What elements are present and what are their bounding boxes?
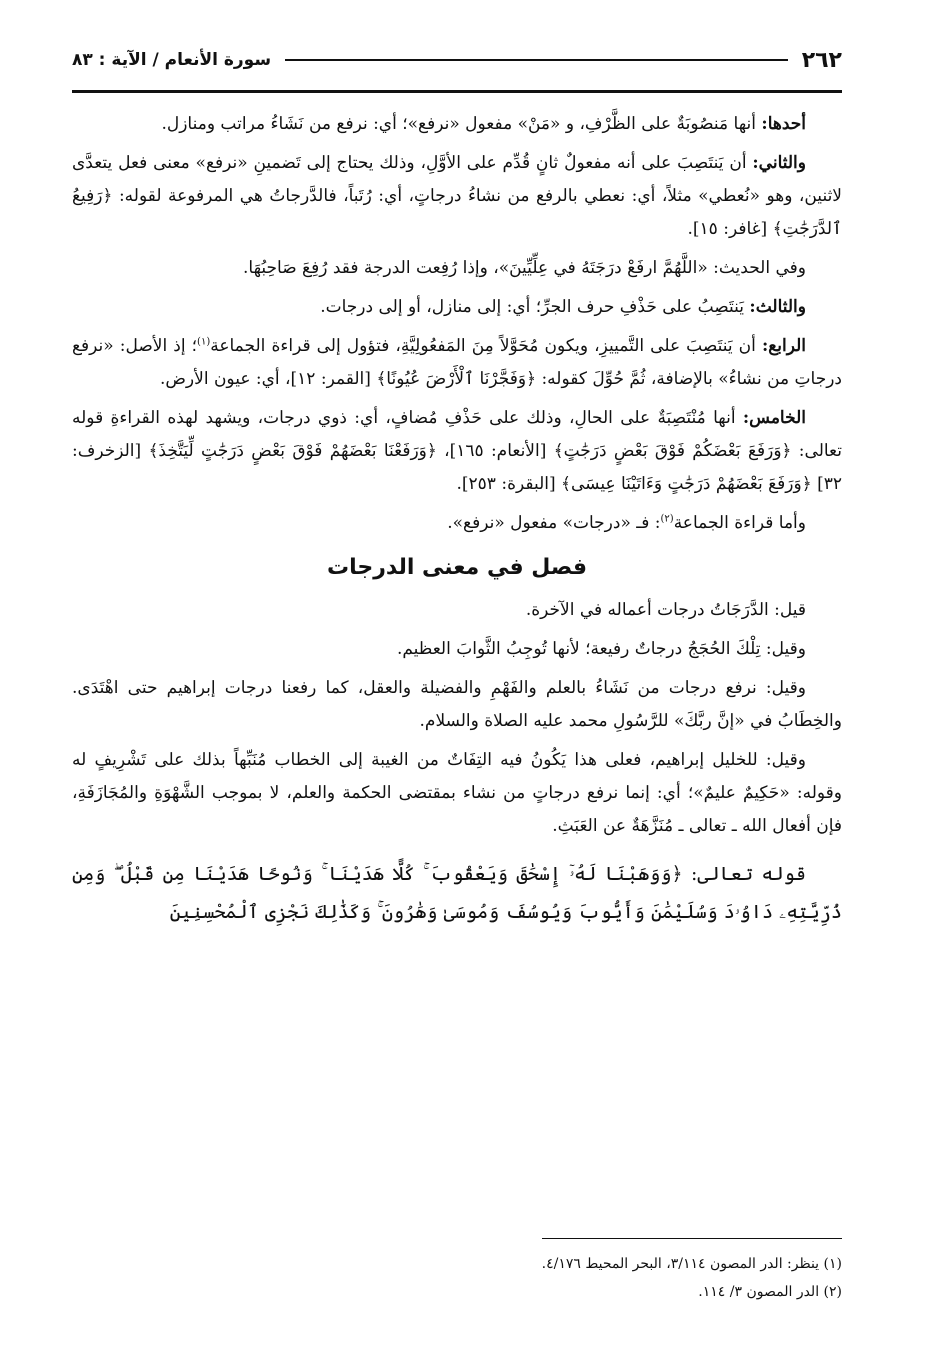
paragraph-fourth-opinion	[72, 330, 842, 396]
header-rule	[285, 59, 788, 61]
paragraph-text: أن يَنتَصِبَ على أنه مفعولٌ ثانٍ قُدِّم على الأوَّلِ، وذلك يحتاج إلى تَضمينِ «نرفع» معنى فعل يتعدَّى لاثنين، وهو «نُعطي» مثلاً، أي: نعطي بالرفع من نشاءُ درجاتٍ، أي: رُتَباً، فالدَّرجاتُ هي المرفوعة لقوله:	[72, 153, 842, 206]
quran-quote: ﴿وَوَهَبْنَا لَهُۥٓ إِسْحَٰقَ وَيَعْقُوبَ ۚ كُلًّا هَدَيْنَا ۚ وَنُوحًا هَدَيْنَا مِن قَبْلُ ۖ وَمِن ذُرِّيَّتِهِۦ دَاوُۥدَ وَسُلَيْمَٰنَ وَأَيُّوبَ وَيُوسُفَ وَمُوسَىٰ وَهَٰرُونَ ۚ وَكَذَٰلِكَ نَجْزِى ٱلْمُحْسِنِينَ	[72, 863, 842, 923]
paragraph-keyword: والثاني:	[752, 153, 806, 173]
footnote-marker[interactable]: (١)	[197, 336, 211, 348]
footnotes	[72, 1250, 842, 1306]
paragraph-second-opinion	[72, 147, 842, 246]
paragraph-keyword: أحدها:	[761, 114, 806, 134]
section-heading: فصل في معنى الدرجات	[326, 555, 588, 580]
footnote-marker[interactable]: (٢)	[660, 513, 674, 525]
paragraph-text: [القمر: ١٢]، أي: عيون الأرض.	[159, 369, 377, 389]
paragraph-fifth-opinion	[72, 402, 842, 501]
quran-quote: ﴿وَرَفَعَ بَعْضَكُمْ فَوْقَ بَعْضٍ دَرَجَٰتٍ﴾	[553, 441, 792, 461]
paragraph-hadith	[72, 252, 842, 285]
header-divider	[72, 90, 842, 93]
page-body	[72, 108, 842, 937]
quran-quote: ﴿رَفِيعُ ٱلدَّرَجَٰتِ﴾	[72, 186, 842, 239]
running-title: سورة الأنعام / الآية : ٨٣	[72, 50, 272, 70]
paragraph-text: قيل: الدَّرَجَاتُ درجات أعماله في الآخرة.	[525, 600, 806, 620]
paragraph-text: وقيل: للخليل إبراهيم، فعلى هذا يَكُونُ فيه التِفَاتٌ من الغيبة إلى الخطاب مُنَبِّهاً بذلك على تَشْرِيفٍ له وقوله: «حَكِيمٌ عليمٌ»؛ أي: إنما نرفع درجاتٍ من نشاء بمقتضى الحكمة والعلم، لا بموجب الشَّهْوَةِ والمُجَازَفَةِ، فإن أفعال الله ـ تعالى ـ مُنَزَّهَةٌ عن العَبَثِ.	[72, 750, 842, 836]
paragraph-text: وقيل: تِلْكَ الحُجَجُ درجاتٌ رفيعة؛ لأنها تُوجِبُ الثَّوابَ العظيم.	[396, 639, 806, 659]
footnote-1: (١) ينظر: الدر المصون ٣/١١٤، البحر المحيط ٤/١٧٦.	[541, 1256, 842, 1272]
paragraph-meaning-two	[72, 633, 842, 666]
paragraph-text: قوله تعالى:	[682, 863, 806, 885]
paragraph-text: وأما قراءة الجماعة	[673, 513, 806, 533]
page-number: ٢٦٢	[801, 47, 842, 73]
paragraph-text: [الزخرف: ٣٢]	[72, 441, 842, 494]
paragraph-keyword: الرابع:	[761, 336, 806, 356]
quran-quote: ﴿وَفَجَّرْنَا ٱلْأَرْضَ عُيُونًا﴾	[376, 369, 537, 389]
paragraph-meaning-one	[72, 594, 842, 627]
paragraph-keyword: الخامس:	[742, 408, 806, 428]
paragraph-text: يَنتَصِبُ على حَذْفِ حرف الجرِّ؛ أي: إلى منازل، أو إلى درجات.	[320, 297, 750, 317]
paragraph-text: : فـ «درجات» مفعول «نرفع».	[447, 513, 661, 533]
paragraph-text: [غافر: ١٥].	[687, 219, 773, 239]
footnote-divider	[542, 1238, 842, 1239]
paragraph-meaning-four	[72, 744, 842, 843]
quran-quote: ﴿وَرَفَعَ بَعْضَهُمْ دَرَجَٰتٍ وَءَاتَيْنَا عِيسَى﴾	[561, 474, 812, 494]
footnote-2: (٢) الدر المصون ٣/ ١١٤.	[698, 1284, 842, 1300]
paragraph-text: [البقرة: ٢٥٣].	[456, 474, 562, 494]
paragraph-verse	[72, 855, 842, 931]
paragraph-text: [الأنعام: ١٦٥]،	[436, 441, 554, 461]
paragraph-meaning-three	[72, 672, 842, 738]
paragraph-first-opinion	[72, 108, 842, 141]
paragraph-text: أن يَنتَصِبَ على التَّمييزِ، ويكون مُحَوَّلاً مِنَ المَفعُولِيَّةِ، فتؤول إلى قراءة الجماعة	[210, 336, 762, 356]
paragraph-majority-reading	[72, 507, 842, 540]
paragraph-text: وقيل: نرفع درجات من نَشَاءُ بالعلم والفَهْمِ والفضيلة والعقل، كما رفعنا درجات إبراهيم حتى اهْتَدَى. والخِطَابُ في «إنَّ ربَّكَ» للرَّسُولِ محمد عليه الصلاة والسلام.	[72, 678, 842, 731]
paragraph-text: ؛ إذ الأصل: «نرفع درجاتِ من نشاءُ» بالإضافة، ثُمَّ حُوِّلَ كقوله:	[72, 336, 842, 389]
page-header	[72, 40, 842, 80]
paragraph-text: وفي الحديث: «اللَّهُمَّ ارفَعْ درَجَتَهُ في عِلِّيِّينَ»، وإذا رُفِعت الدرجة فقد رُفِعَ صَاحِبُهَا.	[242, 258, 806, 278]
quran-quote: ﴿وَرَفَعْنَا بَعْضَهُمْ فَوْقَ بَعْضٍ دَرَجَٰتٍ لِّيَتَّخِذَ﴾	[148, 441, 437, 461]
paragraph-text: أنها مُنْتَصِبَةٌ على الحالِ، وذلك على حَذْفِ مُضافٍ، أي: ذوي درجات، ويشهد لهذه القراءةِ قوله تعالى:	[72, 408, 842, 461]
paragraph-keyword: والثالث:	[749, 297, 806, 317]
paragraph-third-opinion	[72, 291, 842, 324]
paragraph-text: أنها مَنصُوبَةٌ على الظَّرْفِ، و «مَنْ» مفعول «نرفع»؛ أي: نرفع من نَشَاءُ مراتب ومنازل.	[161, 114, 762, 134]
